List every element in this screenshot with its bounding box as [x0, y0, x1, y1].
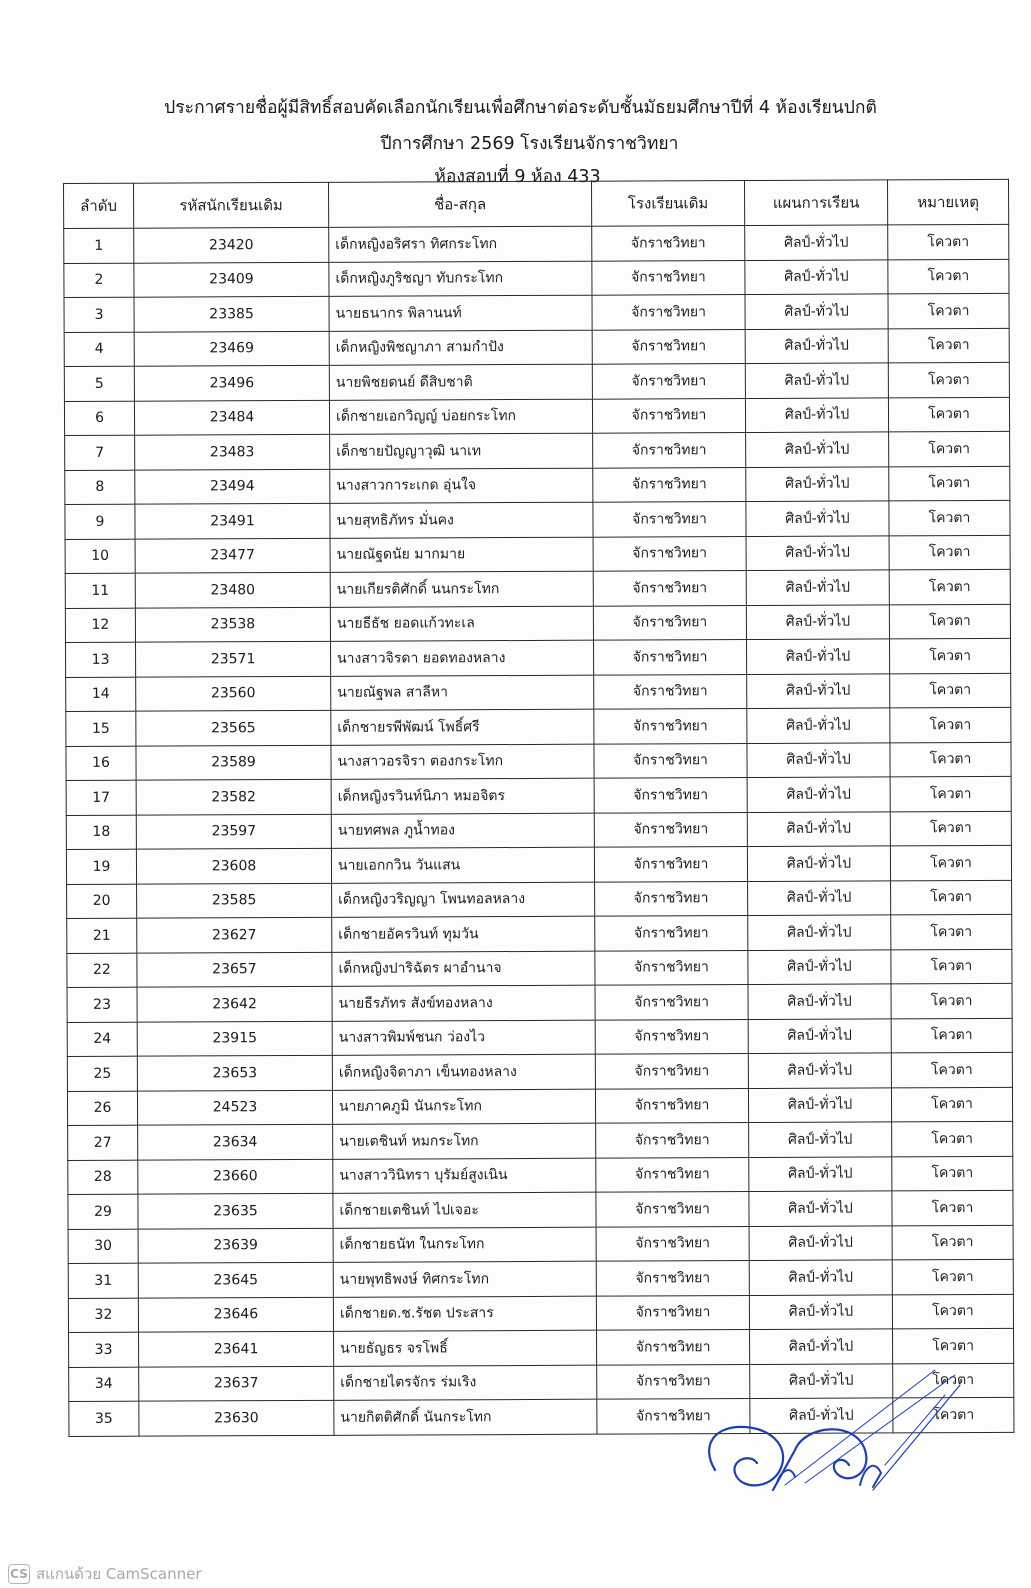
student-roster-table	[63, 179, 1014, 1437]
table-row	[66, 776, 1011, 815]
column-header-former-school: โรงเรียนเดิม	[591, 181, 744, 227]
cell-name: นายณัฐพล สาลีหา	[331, 675, 594, 711]
cell-remark: โควตา	[892, 1156, 1013, 1191]
table-row	[64, 293, 1009, 332]
column-header-name: ชื่อ-สกุล	[328, 181, 591, 227]
cell-no: 25	[67, 1056, 137, 1091]
cell-name: นายพิชยดนย์ ดีสิบชาติ	[329, 364, 592, 400]
table-row	[68, 1190, 1013, 1229]
table-row	[68, 1225, 1013, 1264]
cell-study-plan: ศิลป์-ทั่วไป	[748, 1053, 891, 1088]
cell-name: นางสาวการะเกด อุ่นใจ	[330, 468, 593, 504]
cell-name: เด็กหญิงภูริชญา ทับกระโทก	[329, 261, 592, 297]
cell-student-id: 23635	[138, 1193, 333, 1228]
cell-name: นางสาววินิทรา บุรัมย์สูงเนิน	[333, 1158, 596, 1194]
cell-student-id: 23496	[134, 365, 329, 400]
table-row	[67, 914, 1012, 953]
cell-no: 11	[65, 573, 135, 608]
cell-former-school: จักราชวิทยา	[597, 1364, 750, 1399]
cell-student-id: 23560	[136, 676, 331, 711]
cell-student-id: 23646	[138, 1297, 333, 1332]
cell-former-school: จักราชวิทยา	[595, 950, 748, 985]
cell-former-school: จักราชวิทยา	[594, 778, 747, 813]
cell-study-plan: ศิลป์-ทั่วไป	[747, 673, 890, 708]
cell-student-id: 23645	[138, 1262, 333, 1297]
cell-remark: โควตา	[892, 1225, 1013, 1260]
cell-study-plan: ศิลป์-ทั่วไป	[747, 708, 890, 743]
cell-name: นายภาคภูมิ นันกระโทก	[332, 1089, 595, 1125]
table-row	[66, 742, 1011, 781]
cell-remark: โควตา	[890, 776, 1011, 811]
cell-former-school: จักราชวิทยา	[592, 226, 745, 261]
cell-name: เด็กหญิงจิดาภา เข็นทองหลาง	[332, 1054, 595, 1090]
column-header-remark: หมายเหตุ	[887, 179, 1008, 225]
cell-study-plan: ศิลป์-ทั่วไป	[745, 259, 888, 294]
cell-no: 19	[66, 849, 136, 884]
cell-former-school: จักราชวิทยา	[592, 364, 745, 399]
cell-student-id: 23385	[134, 296, 329, 331]
cell-former-school: จักราชวิทยา	[595, 1088, 748, 1123]
cell-student-id: 23642	[137, 986, 332, 1021]
table-row	[67, 880, 1012, 919]
cell-name: เด็กชายด.ช.รัชต ประสาร	[333, 1296, 596, 1332]
cell-no: 3	[64, 297, 134, 332]
camscanner-text: สแกนด้วย CamScanner	[36, 1565, 202, 1583]
cell-no: 14	[66, 677, 136, 712]
cell-former-school: จักราชวิทยา	[595, 916, 748, 951]
cell-remark: โควตา	[891, 983, 1012, 1018]
cell-former-school: จักราชวิทยา	[595, 881, 748, 916]
cell-remark: โควตา	[890, 707, 1011, 742]
cell-no: 18	[66, 815, 136, 850]
cell-study-plan: ศิลป์-ทั่วไป	[746, 466, 889, 501]
cell-student-id: 23597	[136, 814, 331, 849]
cell-former-school: จักราชวิทยา	[593, 467, 746, 502]
cell-name: เด็กชายเอกวิญญ์ บ่อยกระโทก	[329, 399, 592, 435]
cell-remark: โควตา	[889, 569, 1010, 604]
table-row	[68, 1259, 1013, 1298]
table-header-row	[64, 179, 1009, 228]
signature-strokes	[709, 1370, 960, 1490]
cell-name: นายพุทธิพงษ์ ทิศกระโทก	[333, 1261, 596, 1297]
table-row	[66, 845, 1011, 884]
cell-study-plan: ศิลป์-ทั่วไป	[750, 1398, 893, 1433]
cell-former-school: จักราชวิทยา	[595, 1019, 748, 1054]
cell-remark: โควตา	[891, 1087, 1012, 1122]
cell-former-school: จักราชวิทยา	[596, 1192, 749, 1227]
cell-student-id: 23630	[139, 1400, 334, 1435]
cell-name: นายธีธัช ยอดแก้วทะเล	[330, 606, 593, 642]
column-header-study-plan: แผนการเรียน	[744, 180, 887, 226]
cell-former-school: จักราชวิทยา	[596, 1261, 749, 1296]
cell-former-school: จักราชวิทยา	[593, 571, 746, 606]
table-row	[67, 949, 1012, 988]
cell-student-id: 23571	[136, 641, 331, 676]
cell-student-id: 23469	[134, 331, 329, 366]
cell-former-school: จักราชวิทยา	[592, 295, 745, 330]
table-row	[64, 259, 1009, 298]
cell-name: เด็กชายปัญญาวุฒิ นาเท	[330, 433, 593, 469]
cell-no: 29	[68, 1194, 138, 1229]
cell-student-id: 23657	[137, 952, 332, 987]
table-row	[64, 362, 1009, 401]
cell-study-plan: ศิลป์-ทั่วไป	[749, 1122, 892, 1157]
cell-study-plan: ศิลป์-ทั่วไป	[746, 432, 889, 467]
cell-student-id: 23653	[137, 1055, 332, 1090]
cell-student-id: 23585	[137, 883, 332, 918]
table-row	[67, 983, 1012, 1022]
cell-remark: โควตา	[893, 1397, 1014, 1432]
table-row	[67, 1052, 1012, 1091]
table-row	[68, 1294, 1013, 1333]
academic-year-school: ปีการศึกษา 2569 โรงเรียนจักราชวิทยา	[380, 134, 679, 154]
cell-student-id: 23483	[135, 434, 330, 469]
cell-former-school: จักราชวิทยา	[596, 1226, 749, 1261]
cell-student-id: 23480	[135, 572, 330, 607]
cell-no: 20	[67, 884, 137, 919]
cell-former-school: จักราชวิทยา	[594, 847, 747, 882]
cell-former-school: จักราชวิทยา	[594, 812, 747, 847]
cell-no: 7	[65, 435, 135, 470]
cell-name: นายเตชินท์ หมกระโทก	[333, 1123, 596, 1159]
cell-remark: โควตา	[889, 535, 1010, 570]
cell-study-plan: ศิลป์-ทั่วไป	[747, 811, 890, 846]
cell-no: 12	[65, 608, 135, 643]
cell-no: 27	[68, 1125, 138, 1160]
signature	[695, 1365, 965, 1510]
cell-remark: โควตา	[891, 914, 1012, 949]
cell-remark: โควตา	[892, 1294, 1013, 1329]
cell-name: เด็กชายอัครวินท์ ทุมวัน	[332, 916, 595, 952]
cell-former-school: จักราชวิทยา	[594, 709, 747, 744]
cell-name: เด็กชายเตชินท์ ไปเจอะ	[333, 1192, 596, 1228]
table-row	[69, 1328, 1014, 1367]
cell-former-school: จักราชวิทยา	[595, 1054, 748, 1089]
cell-remark: โควตา	[888, 224, 1009, 259]
cell-name: เด็กชายธนัท ในกระโทก	[333, 1227, 596, 1263]
cell-remark: โควตา	[889, 431, 1010, 466]
cell-name: เด็กหญิงปาริฉัตร ผาอำนาจ	[332, 951, 595, 987]
table-row	[65, 431, 1010, 470]
cell-student-id: 23660	[138, 1159, 333, 1194]
cell-name: เด็กหญิงวริญญา โพนทอลหลาง	[332, 882, 595, 918]
cell-study-plan: ศิลป์-ทั่วไป	[750, 1329, 893, 1364]
cell-remark: โควตา	[890, 845, 1011, 880]
cell-study-plan: ศิลป์-ทั่วไป	[750, 1363, 893, 1398]
cell-name: นายธีรภัทร สังข์ทองหลาง	[332, 985, 595, 1021]
cell-name: นายธนากร พิลานนท์	[329, 295, 592, 331]
cell-name: นายธัญธร จรโพธิ์	[334, 1330, 597, 1366]
cell-no: 6	[64, 401, 134, 436]
cell-no: 24	[67, 1022, 137, 1057]
cell-no: 2	[64, 263, 134, 298]
cell-name: เด็กหญิงรวินท์นิภา หมอจิตร	[331, 778, 594, 814]
cell-name: เด็กหญิงอริศรา ทิศกระโทก	[329, 226, 592, 262]
cell-no: 9	[65, 504, 135, 539]
cell-study-plan: ศิลป์-ทั่วไป	[749, 1156, 892, 1191]
cell-no: 16	[66, 746, 136, 781]
cell-remark: โควตา	[889, 466, 1010, 501]
cell-student-id: 23637	[139, 1366, 334, 1401]
cell-remark: โควตา	[888, 362, 1009, 397]
cell-no: 35	[69, 1401, 139, 1436]
cell-student-id: 23477	[135, 538, 330, 573]
cell-remark: โควตา	[888, 328, 1009, 363]
cell-study-plan: ศิลป์-ทั่วไป	[745, 328, 888, 363]
cell-name: นายณัฐดนัย มากมาย	[330, 537, 593, 573]
cell-remark: โควตา	[890, 811, 1011, 846]
camscanner-logo-icon: CS	[8, 1564, 30, 1584]
table-row	[68, 1121, 1013, 1160]
cell-former-school: จักราชวิทยา	[593, 502, 746, 537]
cell-name: นายทศพล ภูน้ำทอง	[331, 813, 594, 849]
cell-no: 28	[68, 1160, 138, 1195]
cell-study-plan: ศิลป์-ทั่วไป	[748, 1087, 891, 1122]
cell-remark: โควตา	[893, 1363, 1014, 1398]
cell-student-id: 23915	[137, 1021, 332, 1056]
cell-former-school: จักราชวิทยา	[596, 1157, 749, 1192]
cell-remark: โควตา	[891, 949, 1012, 984]
table-row	[67, 1087, 1012, 1126]
cell-study-plan: ศิลป์-ทั่วไป	[746, 604, 889, 639]
cell-study-plan: ศิลป์-ทั่วไป	[749, 1225, 892, 1260]
cell-remark: โควตา	[888, 293, 1009, 328]
exam-room-info: ห้องสอบที่ 9 ห้อง 433	[434, 167, 601, 187]
cell-former-school: จักราชวิทยา	[596, 1123, 749, 1158]
table-row	[67, 1018, 1012, 1057]
cell-student-id: 23582	[136, 779, 331, 814]
cell-no: 33	[69, 1332, 139, 1367]
cell-student-id: 23494	[135, 469, 330, 504]
cell-name: นางสาวจิรดา ยอดทองหลาง	[331, 640, 594, 676]
cell-study-plan: ศิลป์-ทั่วไป	[745, 294, 888, 329]
cell-former-school: จักราชวิทยา	[592, 398, 745, 433]
cell-former-school: จักราชวิทยา	[593, 536, 746, 571]
cell-student-id: 23420	[134, 227, 329, 262]
table-row	[65, 500, 1010, 539]
table-row	[65, 604, 1010, 643]
cell-former-school: จักราชวิทยา	[597, 1330, 750, 1365]
table-row	[66, 673, 1011, 712]
cell-name: นายกิตติศักดิ์ นันกระโทก	[334, 1399, 597, 1435]
cell-student-id: 23641	[139, 1331, 334, 1366]
cell-no: 4	[64, 332, 134, 367]
cell-remark: โควตา	[889, 604, 1010, 639]
table-row	[66, 811, 1011, 850]
column-header-no: ลำดับ	[64, 183, 134, 228]
cell-no: 34	[69, 1367, 139, 1402]
table-row	[65, 569, 1010, 608]
table-row	[64, 328, 1009, 367]
cell-student-id: 24523	[137, 1090, 332, 1125]
cell-remark: โควตา	[892, 1121, 1013, 1156]
cell-former-school: จักราชวิทยา	[593, 433, 746, 468]
table-row	[64, 397, 1009, 436]
cell-study-plan: ศิลป์-ทั่วไป	[745, 225, 888, 260]
cell-no: 5	[64, 366, 134, 401]
cell-study-plan: ศิลป์-ทั่วไป	[749, 1260, 892, 1295]
cell-study-plan: ศิลป์-ทั่วไป	[746, 570, 889, 605]
cell-study-plan: ศิลป์-ทั่วไป	[749, 1294, 892, 1329]
cell-study-plan: ศิลป์-ทั่วไป	[746, 535, 889, 570]
cell-no: 15	[66, 711, 136, 746]
cell-student-id: 23409	[134, 262, 329, 297]
table-row	[65, 535, 1010, 574]
table-body	[64, 224, 1014, 1436]
cell-former-school: จักราชวิทยา	[596, 1295, 749, 1330]
table-row	[68, 1156, 1013, 1195]
cell-student-id: 23608	[136, 848, 331, 883]
cell-remark: โควตา	[891, 1018, 1012, 1053]
cell-name: นางสาวพิมพ์ชนก ว่องไว	[332, 1020, 595, 1056]
table-row	[66, 707, 1011, 746]
cell-no: 21	[67, 918, 137, 953]
cell-remark: โควตา	[890, 673, 1011, 708]
cell-remark: โควตา	[888, 397, 1009, 432]
cell-study-plan: ศิลป์-ทั่วไป	[745, 397, 888, 432]
cell-study-plan: ศิลป์-ทั่วไป	[748, 1018, 891, 1053]
cell-student-id: 23634	[138, 1124, 333, 1159]
cell-former-school: จักราชวิทยา	[593, 605, 746, 640]
cell-remark: โควตา	[892, 1190, 1013, 1225]
cell-no: 1	[64, 228, 134, 263]
table-row	[65, 466, 1010, 505]
cell-no: 30	[68, 1229, 138, 1264]
cell-former-school: จักราชวิทยา	[593, 640, 746, 675]
table-row	[64, 224, 1009, 263]
cell-study-plan: ศิลป์-ทั่วไป	[747, 742, 890, 777]
cell-no: 32	[68, 1298, 138, 1333]
cell-remark: โควตา	[889, 638, 1010, 673]
cell-no: 8	[65, 470, 135, 505]
cell-name: นายเอกกวิน วันแสน	[331, 847, 594, 883]
cell-no: 10	[65, 539, 135, 574]
cell-study-plan: ศิลป์-ทั่วไป	[748, 949, 891, 984]
announcement-title: ประกาศรายชื่อผู้มีสิทธิ์สอบคัดเลือกนักเรียนเพื่อศึกษาต่อระดับชั้นมัธยมศึกษาปีที่ 4 ห้องเรียนปกติ	[164, 98, 877, 118]
camscanner-watermark	[8, 1562, 202, 1586]
cell-former-school: จักราชวิทยา	[592, 329, 745, 364]
cell-name: เด็กหญิงพิชญาภา สามกำปัง	[329, 330, 592, 366]
cell-student-id: 23565	[136, 710, 331, 745]
cell-study-plan: ศิลป์-ทั่วไป	[749, 1191, 892, 1226]
column-header-student-id: รหัสนักเรียนเดิม	[134, 182, 329, 228]
cell-remark: โควตา	[890, 742, 1011, 777]
cell-remark: โควตา	[891, 880, 1012, 915]
cell-student-id: 23639	[138, 1228, 333, 1263]
cell-student-id: 23491	[135, 503, 330, 538]
cell-name: นายเกียรติศักดิ์ นนกระโทก	[330, 571, 593, 607]
cell-name: นางสาวอรจิรา ตองกระโทก	[331, 744, 594, 780]
cell-study-plan: ศิลป์-ทั่วไป	[746, 639, 889, 674]
cell-study-plan: ศิลป์-ทั่วไป	[746, 501, 889, 536]
cell-former-school: จักราชวิทยา	[592, 260, 745, 295]
cell-student-id: 23589	[136, 745, 331, 780]
cell-study-plan: ศิลป์-ทั่วไป	[748, 880, 891, 915]
cell-study-plan: ศิลป์-ทั่วไป	[747, 846, 890, 881]
cell-no: 22	[67, 953, 137, 988]
cell-former-school: จักราชวิทยา	[595, 985, 748, 1020]
cell-remark: โควตา	[889, 500, 1010, 535]
cell-remark: โควตา	[891, 1052, 1012, 1087]
cell-study-plan: ศิลป์-ทั่วไป	[748, 915, 891, 950]
cell-no: 23	[67, 987, 137, 1022]
cell-student-id: 23484	[134, 400, 329, 435]
cell-remark: โควตา	[888, 259, 1009, 294]
cell-study-plan: ศิลป์-ทั่วไป	[747, 777, 890, 812]
cell-study-plan: ศิลป์-ทั่วไป	[745, 363, 888, 398]
cell-no: 17	[66, 780, 136, 815]
cell-name: เด็กชายไตรจักร ร่มเริง	[334, 1365, 597, 1401]
cell-study-plan: ศิลป์-ทั่วไป	[748, 984, 891, 1019]
table-row	[66, 638, 1011, 677]
cell-name: เด็กชายรพีพัฒน์ โพธิ์ศรี	[331, 709, 594, 745]
cell-remark: โควตา	[892, 1259, 1013, 1294]
cell-student-id: 23627	[137, 917, 332, 952]
cell-name: นายสุทธิภัทร มั่นคง	[330, 502, 593, 538]
cell-no: 31	[68, 1263, 138, 1298]
cell-former-school: จักราชวิทยา	[594, 743, 747, 778]
cell-student-id: 23538	[135, 607, 330, 642]
cell-no: 13	[66, 642, 136, 677]
cell-remark: โควตา	[893, 1328, 1014, 1363]
cell-no: 26	[67, 1091, 137, 1126]
cell-former-school: จักราชวิทยา	[594, 674, 747, 709]
cell-former-school: จักราชวิทยา	[597, 1399, 750, 1434]
